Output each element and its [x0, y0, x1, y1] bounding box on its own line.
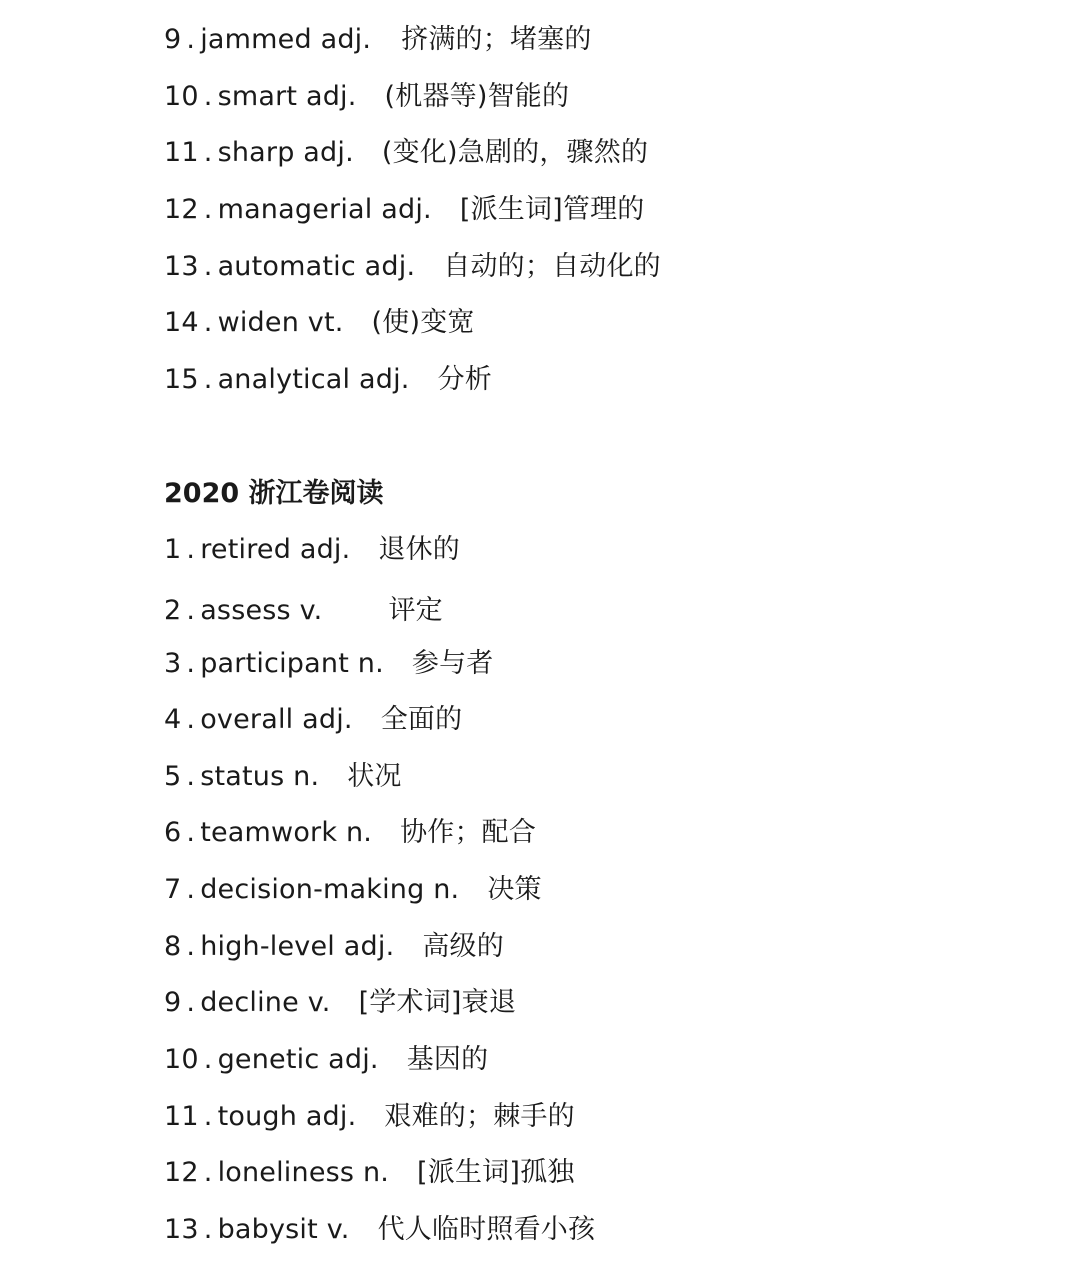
entry-meaning: (变化)急剧的，骤然的 — [381, 137, 649, 168]
entry-word: widen vt. — [217, 307, 344, 338]
entry-word: analytical adj. — [217, 364, 410, 395]
entry-meaning: 基因的 — [406, 1044, 489, 1075]
entry-word: teamwork n. — [200, 817, 373, 848]
entry-word: overall adj. — [200, 704, 353, 735]
section-heading: 2020 浙江卷阅读 — [164, 478, 384, 509]
vocab-entry: 14 . widen vt. (使)变宽 — [164, 307, 475, 338]
vocab-entry: 4 . overall adj. 全面的 — [164, 704, 463, 735]
entry-number: 10 — [164, 81, 199, 112]
entry-number: 7 — [164, 874, 182, 905]
entry-meaning: 高级的 — [422, 931, 504, 962]
entry-number: 9 — [164, 24, 182, 55]
entry-word: status n. — [200, 761, 320, 792]
entry-meaning: [学术词]衰退 — [358, 987, 517, 1018]
vocab-entry: 8 . high-level adj. 高级的 — [164, 931, 504, 962]
entry-meaning: 参与者 — [411, 648, 494, 679]
vocab-entry: 9 . jammed adj. 挤满的；堵塞的 — [164, 24, 592, 55]
entry-word: automatic adj. — [217, 251, 416, 282]
entry-meaning: 协作；配合 — [400, 817, 537, 848]
entry-word: decision-making n. — [200, 874, 460, 905]
entry-word: smart adj. — [217, 81, 357, 112]
entry-number: 2 — [164, 595, 182, 626]
vocab-entry: 11 . sharp adj. (变化)急剧的，骤然的 — [164, 137, 649, 168]
entry-meaning: (机器等)智能的 — [384, 81, 570, 112]
entry-word: loneliness n. — [217, 1157, 390, 1188]
entry-number: 15 — [164, 364, 199, 395]
entry-number: 12 — [164, 194, 199, 225]
entry-word: high-level adj. — [200, 931, 395, 962]
entry-word: babysit v. — [217, 1214, 350, 1245]
entry-word: sharp adj. — [217, 137, 354, 168]
vocab-entry: 12 . loneliness n. [派生词]孤独 — [164, 1157, 575, 1188]
entry-meaning: 代人临时照看小孩 — [377, 1214, 596, 1245]
entry-number: 13 — [164, 251, 199, 282]
vocab-entry: 13 . automatic adj. 自动的；自动化的 — [164, 251, 661, 282]
entry-meaning: 挤满的；堵塞的 — [401, 24, 592, 55]
entry-word: participant n. — [200, 648, 384, 679]
entry-word: assess v. — [200, 595, 323, 626]
entry-meaning: 艰难的；棘手的 — [384, 1101, 575, 1132]
entry-meaning: 退休的 — [378, 534, 461, 565]
entry-number: 9 — [164, 987, 182, 1018]
vocab-entry: 3 . participant n. 参与者 — [164, 648, 494, 679]
entry-word: genetic adj. — [217, 1044, 379, 1075]
entry-word: decline v. — [200, 987, 331, 1018]
entry-number: 8 — [164, 931, 182, 962]
vocab-entry: 9 . decline v. [学术词]衰退 — [164, 987, 517, 1018]
entry-meaning: 评定 — [388, 595, 443, 626]
entry-meaning: 自动的；自动化的 — [443, 251, 661, 282]
entry-word: jammed adj. — [200, 24, 372, 55]
entry-meaning: [派生词]孤独 — [417, 1157, 575, 1188]
vocab-entry: 6 . teamwork n. 协作；配合 — [164, 817, 537, 848]
vocab-entry: 7 . decision-making n. 决策 — [164, 874, 542, 905]
vocab-entry: 10 . genetic adj. 基因的 — [164, 1044, 489, 1075]
entry-word: tough adj. — [217, 1101, 357, 1132]
entry-number: 1 — [164, 534, 182, 565]
vocab-entry: 1 . retired adj. 退休的 — [164, 534, 461, 565]
vocab-entry: 11 . tough adj. 艰难的；棘手的 — [164, 1101, 575, 1132]
vocab-entry: 5 . status n. 状况 — [164, 761, 402, 792]
entry-number: 3 — [164, 648, 182, 679]
entry-number: 12 — [164, 1157, 199, 1188]
vocab-entry: 10 . smart adj. (机器等)智能的 — [164, 81, 570, 112]
entry-meaning: (使)变宽 — [371, 307, 475, 338]
entry-meaning: [派生词]管理的 — [459, 194, 645, 225]
vocab-entry: 13 . babysit v. 代人临时照看小孩 — [164, 1214, 596, 1245]
entry-number: 5 — [164, 761, 182, 792]
entry-meaning: 决策 — [487, 874, 542, 905]
vocab-entry: 15 . analytical adj. 分析 — [164, 364, 492, 395]
entry-number: 11 — [164, 137, 199, 168]
entry-number: 14 — [164, 307, 199, 338]
entry-number: 13 — [164, 1214, 199, 1245]
entry-meaning: 分析 — [437, 364, 492, 395]
entry-number: 6 — [164, 817, 182, 848]
entry-meaning: 全面的 — [380, 704, 463, 735]
entry-number: 4 — [164, 704, 182, 735]
entry-meaning: 状况 — [347, 761, 402, 792]
vocab-entry: 2 . assess v. 评定 — [164, 595, 443, 626]
entry-number: 11 — [164, 1101, 199, 1132]
vocab-entry: 12 . managerial adj. [派生词]管理的 — [164, 194, 645, 225]
entry-word: managerial adj. — [217, 194, 432, 225]
entry-word: retired adj. — [200, 534, 351, 565]
entry-number: 10 — [164, 1044, 199, 1075]
